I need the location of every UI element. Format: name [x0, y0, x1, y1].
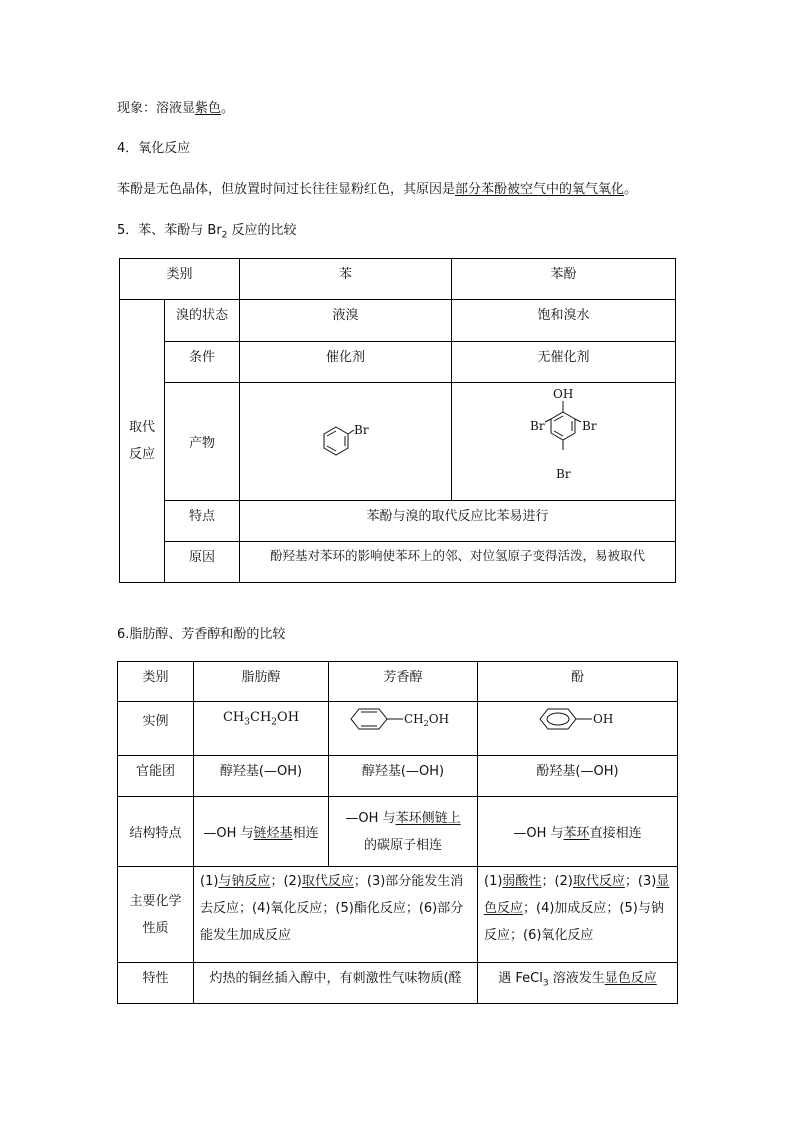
benzene-phenol-bromine-table [119, 258, 676, 583]
reason-merged: 酚羟基对苯环的影响使苯环上的邻、对位氢原子变得活泼，易被取代 [240, 542, 676, 583]
row-label-reason: 原因 [165, 542, 240, 583]
header-category: 类别 [118, 662, 194, 702]
row-label-functional-group: 官能团 [118, 756, 194, 797]
row-label-condition: 条件 [165, 342, 240, 383]
benzene-condition: 催化剂 [240, 342, 452, 383]
header-aliphatic-alcohol: 脂肪醇 [194, 662, 329, 702]
phenol-bromine-state: 饱和溴水 [452, 300, 676, 342]
phenomenon-line: 现象：溶液显紫色。 [117, 101, 235, 116]
header-aromatic-alcohol: 芳香醇 [329, 662, 478, 702]
alcohol-properties: (1)与钠反应；(2)取代反应；(3)部分能发生消 去反应；(4)氧化反应；(5)酯化反应；(6)部分 能发生加成反应 [194, 867, 478, 963]
section-5-heading: 5．苯、苯酚与 $Br_2$ 反应的比较 [117, 223, 297, 241]
tribromophenol-br-left: Br [529, 418, 545, 433]
section-4-heading: 4．氧化反应 [117, 141, 191, 156]
feature-merged: 苯酚与溴的取代反应比苯易进行 [240, 501, 676, 542]
phenol-condition: 无催化剂 [452, 342, 676, 383]
bromobenzene-structure [306, 412, 386, 472]
header-benzene: 苯 [240, 259, 452, 300]
benzyl-alcohol-structure [343, 704, 463, 734]
row-label-characteristic: 特性 [118, 963, 194, 1004]
phenol-structure [528, 704, 628, 734]
phenol-functional-group: 酚羟基(—OH) [478, 756, 678, 797]
phenol-properties: (1)弱酸性；(2)取代反应；(3)显 色反应；(4)加成反应；(5)与钠 反应；(6)氧化反应 [478, 867, 678, 963]
section-4-text: 苯酚是无色晶体，但放置时间过长往往显粉红色，其原因是部分苯酚被空气中的氧气氧化。 [117, 182, 638, 197]
benzene-bromine-state: 液溴 [240, 300, 452, 342]
phenol-structure-feature: —OH 与苯环直接相连 [478, 797, 678, 867]
alcohol-characteristic: 灼热的铜丝插入醇中，有刺激性气味物质(醛 [194, 963, 478, 1004]
header-phenol: 酚 [478, 662, 678, 702]
section-6-heading: 6.脂肪醇、芳香醇和酚的比较 [117, 627, 286, 642]
aromatic-functional-group: 醇羟基(—OH) [329, 756, 478, 797]
tribromophenol-oh-label: OH [552, 386, 573, 401]
row-label-product: 产物 [165, 383, 240, 501]
aromatic-example [329, 702, 478, 756]
aliphatic-example-formula: $CH_3CH_2OH$ [194, 702, 329, 756]
svg-text:OH: OH [592, 712, 613, 726]
aromatic-structure: —OH 与苯环侧链上 的碳原子相连 [329, 797, 478, 867]
row-label-properties: 主要化学 性质 [118, 867, 194, 963]
row-label-structure: 结构特点 [118, 797, 194, 867]
benzene-product [240, 383, 452, 501]
row-label-bromine-state: 溴的状态 [165, 300, 240, 342]
tribromophenol-br-bottom: Br [555, 466, 571, 481]
header-phenol: 苯酚 [452, 259, 676, 300]
tribromophenol-br-right: Br [581, 418, 597, 433]
row-label-example: 实例 [118, 702, 194, 756]
row-label-feature: 特点 [165, 501, 240, 542]
aliphatic-functional-group: 醇羟基(—OH) [194, 756, 329, 797]
tribromophenol-structure [509, 386, 619, 498]
header-category: 类别 [120, 259, 240, 300]
substitution-group-label: 取代 反应 [120, 300, 165, 583]
phenol-product [452, 383, 676, 501]
phenol-example [478, 702, 678, 756]
alcohol-phenol-comparison-table [117, 661, 678, 1004]
bromobenzene-br-label: Br [353, 422, 369, 437]
aliphatic-structure: —OH 与链烃基相连 [194, 797, 329, 867]
svg-text:CH2OH: $CH_2OH$ [404, 712, 450, 728]
phenol-characteristic: 遇 FeCl$_3$ 溶液发生显色反应 [478, 963, 678, 1004]
